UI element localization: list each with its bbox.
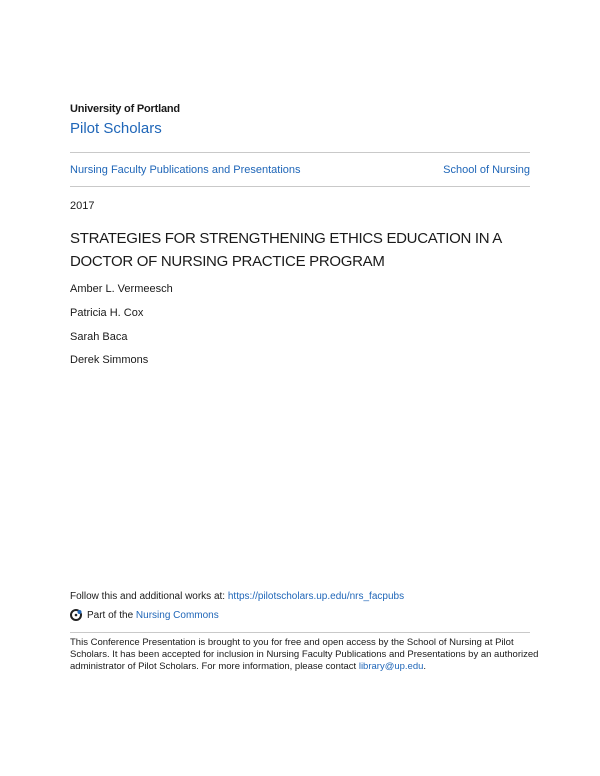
repository-link[interactable]: Pilot Scholars [70,120,162,137]
collection-url-link[interactable]: https://pilotscholars.up.edu/nrs_facpubs [227,591,405,602]
follow-line [70,591,404,602]
part-of-label: Part of the [87,609,134,621]
follow-label: Follow this and additional works at: [70,591,228,602]
series-link[interactable]: Nursing Faculty Publications and Presentations [70,164,301,176]
document-title: STRATEGIES FOR STRENGTHENING ETHICS EDUCATION IN A DOCTOR OF NURSING PRACTICE PROGRAM [70,230,502,270]
institution-name: University of Portland [70,103,180,115]
contact-email-link[interactable]: library@up.edu [358,661,424,672]
part-of-line [70,609,219,621]
nursing-commons-link[interactable]: Nursing Commons [135,609,219,621]
author-name: Patricia H. Cox [70,307,144,319]
author-name: Derek Simmons [70,354,149,366]
footer-end: . [423,661,427,672]
divider-top [70,152,530,153]
commons-network-icon [70,609,82,621]
footer-notice [70,637,540,673]
publication-year: 2017 [70,200,95,212]
divider-bottom [70,186,530,187]
author-name: Sarah Baca [70,331,128,343]
footer-text: This Conference Presentation is brought to you for free and open access by the School of Nursing at Pilot Scholars. It has been accepted for inclusion in Nursing Faculty Publications and Presentations by an authorized administrator of Pilot Scholars. For more information, please contact [70,637,539,672]
author-name: Amber L. Vermeesch [70,283,173,295]
department-link[interactable]: School of Nursing [443,164,530,176]
divider-footer [70,632,530,633]
